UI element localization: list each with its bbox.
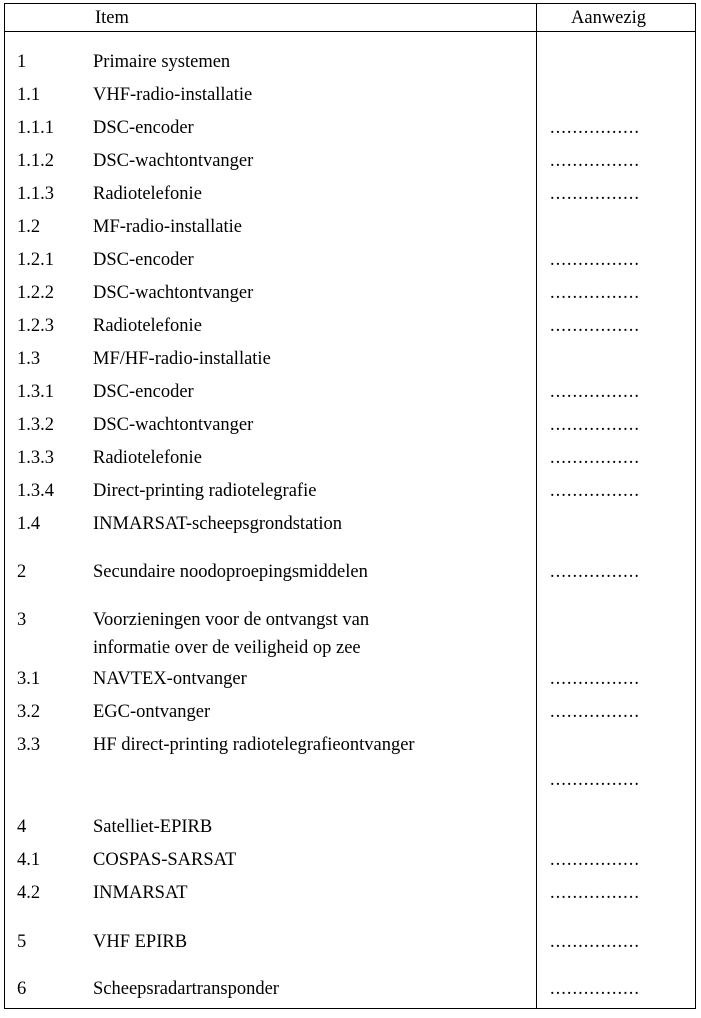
table-header: [5, 4, 695, 32]
row-description: INMARSAT-scheepsgrondstation: [93, 514, 343, 534]
row-description: DSC-encoder: [93, 250, 194, 270]
table-row: [5, 846, 695, 879]
presence-field: ................: [550, 702, 640, 722]
row-description: Radiotelefonie: [93, 184, 202, 204]
table-row: [5, 975, 695, 1008]
row-description: Secundaire noodoproepingsmiddelen: [93, 562, 368, 582]
header-item: Item: [95, 8, 129, 28]
table-row: [5, 279, 695, 312]
row-number: 4.1: [17, 850, 41, 870]
presence-field: ................: [550, 979, 640, 999]
row-number: 6: [17, 979, 27, 999]
row-description: INMARSAT: [93, 883, 188, 903]
row-description: DSC-encoder: [93, 118, 194, 138]
table-row: [5, 81, 695, 114]
presence-field: ................: [550, 283, 640, 303]
presence-field: ................: [550, 151, 640, 171]
presence-field: ................: [550, 118, 640, 138]
row-number: 1.2.3: [17, 316, 54, 336]
row-description: NAVTEX-ontvanger: [93, 669, 247, 689]
row-number: 1.1.2: [17, 151, 54, 171]
table-row: [5, 558, 695, 591]
row-description: HF direct-printing radiotelegrafieontvanger: [93, 735, 415, 755]
row-number: 1.3.1: [17, 382, 54, 402]
table-row: [5, 378, 695, 411]
presence-field: ................: [550, 770, 640, 790]
row-description-line-2: informatie over de veiligheid op zee: [93, 638, 361, 658]
row-number: 3.2: [17, 702, 41, 722]
row-description: Direct-printing radiotelegrafie: [93, 481, 317, 501]
row-description: DSC-wachtontvanger: [93, 283, 254, 303]
table-row: [5, 665, 695, 698]
row-description: MF-radio-installatie: [93, 217, 242, 237]
row-number: 3.1: [17, 669, 41, 689]
table-row: [5, 698, 695, 731]
equipment-table: [4, 3, 696, 1009]
row-description: DSC-wachtontvanger: [93, 415, 254, 435]
row-number: 1.1: [17, 85, 41, 105]
presence-field: ................: [550, 883, 640, 903]
row-description: COSPAS-SARSAT: [93, 850, 237, 870]
row-number: 4: [17, 817, 27, 837]
table-row: [5, 114, 695, 147]
table-row: [5, 813, 695, 846]
row-description: EGC-ontvanger: [93, 702, 211, 722]
row-description-line-1: Voorzieningen voor de ontvangst van: [93, 610, 370, 630]
row-description: [93, 606, 369, 662]
row-number: 3: [17, 610, 27, 630]
row-description: Radiotelefonie: [93, 316, 202, 336]
row-number: 1.1.3: [17, 184, 54, 204]
presence-field: ................: [550, 481, 640, 501]
table-row: [5, 606, 695, 662]
presence-field: ................: [550, 669, 640, 689]
row-description: VHF-radio-installatie: [93, 85, 253, 105]
table-row: [5, 246, 695, 279]
row-number: 1.3: [17, 349, 41, 369]
row-number: 1.3.4: [17, 481, 54, 501]
row-number: 1.2: [17, 217, 41, 237]
row-number: 1.3.2: [17, 415, 54, 435]
row-number: 1: [17, 52, 27, 72]
presence-field: ................: [550, 250, 640, 270]
table-row: [5, 766, 695, 799]
header-aanwezig: Aanwezig: [571, 8, 646, 28]
row-number: 1.1.1: [17, 118, 54, 138]
row-description: VHF EPIRB: [93, 932, 188, 952]
presence-field: ................: [550, 382, 640, 402]
row-number: 4.2: [17, 883, 41, 903]
table-row: [5, 444, 695, 477]
table-row: [5, 928, 695, 961]
presence-field: ................: [550, 184, 640, 204]
table-row: [5, 731, 695, 764]
row-number: 2: [17, 562, 27, 582]
row-number: 3.3: [17, 735, 41, 755]
table-row: [5, 477, 695, 510]
row-number: 1.4: [17, 514, 41, 534]
row-description: DSC-encoder: [93, 382, 194, 402]
table-row: [5, 345, 695, 378]
presence-field: ................: [550, 448, 640, 468]
table-row: [5, 312, 695, 345]
presence-field: ................: [550, 316, 640, 336]
table-row: [5, 180, 695, 213]
presence-field: ................: [550, 850, 640, 870]
table-row: [5, 213, 695, 246]
table-row: [5, 510, 695, 543]
row-description: Primaire systemen: [93, 52, 231, 72]
presence-field: ................: [550, 562, 640, 582]
table-row: [5, 411, 695, 444]
row-number: 1.2.1: [17, 250, 54, 270]
table-row: [5, 147, 695, 180]
row-number: 1.3.3: [17, 448, 54, 468]
row-description: MF/HF-radio-installatie: [93, 349, 271, 369]
row-number: 1.2.2: [17, 283, 54, 303]
presence-field: ................: [550, 932, 640, 952]
row-description: Radiotelefonie: [93, 448, 202, 468]
presence-field: ................: [550, 415, 640, 435]
table-row: [5, 879, 695, 912]
row-description: Satelliet-EPIRB: [93, 817, 213, 837]
table-row: [5, 48, 695, 81]
row-description: DSC-wachtontvanger: [93, 151, 254, 171]
row-description: Scheepsradartransponder: [93, 979, 279, 999]
row-number: 5: [17, 932, 27, 952]
